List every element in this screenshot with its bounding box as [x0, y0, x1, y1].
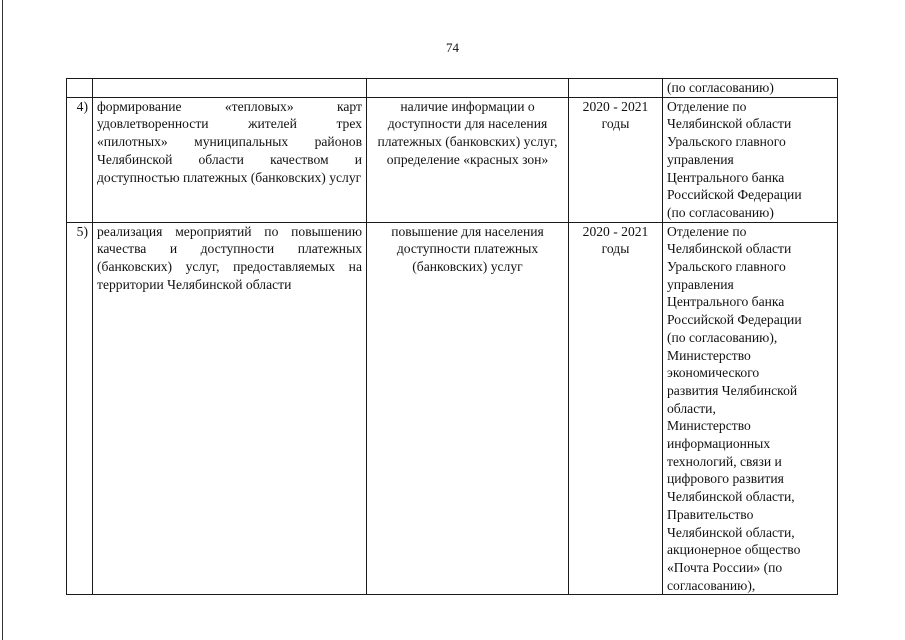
cell-responsible: [663, 97, 838, 222]
cell-result: [367, 79, 569, 98]
responsible-line: (по согласованию): [667, 204, 774, 220]
responsible-line: акционерное общество: [667, 542, 801, 558]
responsible-line: Министерство: [667, 418, 751, 434]
cell-measure: реализация мероприятий по повышению качества и доступности платежных (банковских) услуг, предоставляемых на территории Челябинской области: [93, 222, 367, 595]
cell-term: 2020 - 2021 годы: [569, 222, 663, 595]
cell-measure: формирование «тепловых» карт удовлетворенности жителей трех «пилотных» муниципальных районов Челябинской области качеством и доступностью платежных (банковских) услуг: [93, 97, 367, 222]
cell-num: [67, 79, 93, 98]
responsible-line: Уральского главного: [667, 259, 786, 275]
cell-num: 5): [67, 222, 93, 595]
table-row: [67, 97, 838, 222]
responsible-line: Челябинской области,: [667, 489, 795, 505]
responsible-line: цифрового развития: [667, 471, 784, 487]
responsible-line: области,: [667, 400, 716, 416]
responsible-line: Челябинской области: [667, 116, 792, 132]
responsible-line: экономического: [667, 365, 760, 381]
responsible-line: Российской Федерации: [667, 187, 802, 203]
responsible-line: технологий, связи и: [667, 453, 782, 469]
table-row: [67, 222, 838, 595]
responsible-line: Уральского главного: [667, 134, 786, 150]
cell-result: наличие информации о доступности для населения платежных (банковских) услуг, определение «красных зон»: [367, 97, 569, 222]
page-number: 74: [446, 40, 459, 55]
cell-term: [569, 79, 663, 98]
responsible-line: Центрального банка: [667, 169, 785, 185]
responsible-line: Отделение по: [667, 98, 747, 114]
responsible-line: согласованию),: [667, 577, 756, 593]
cell-result: повышение для населения доступности платежных (банковских) услуг: [367, 222, 569, 595]
responsible-line: Министерство: [667, 347, 751, 363]
responsible-line: Правительство: [667, 506, 754, 522]
cell-term: 2020 - 2021 годы: [569, 97, 663, 222]
responsible-line: Отделение по: [667, 223, 747, 239]
responsible-line: развития Челябинской: [667, 382, 798, 398]
page-left-edge-line: [2, 0, 3, 640]
responsible-line: (по согласованию),: [667, 329, 778, 345]
responsible-line: управления: [667, 151, 734, 167]
cell-responsible: (по согласованию): [663, 79, 838, 98]
cell-measure: [93, 79, 367, 98]
responsible-line: информационных: [667, 436, 771, 452]
cell-responsible: [663, 222, 838, 595]
cell-num: 4): [67, 97, 93, 222]
responsible-line: Российской Федерации: [667, 312, 802, 328]
responsible-line: управления: [667, 276, 734, 292]
responsible-line: «Почта России» (по: [667, 559, 783, 575]
responsible-line: Центрального банка: [667, 294, 785, 310]
table-row-continuation: [67, 79, 838, 98]
measures-table: [66, 78, 838, 595]
responsible-line: Челябинской области: [667, 241, 792, 257]
responsible-line: Челябинской области,: [667, 524, 795, 540]
